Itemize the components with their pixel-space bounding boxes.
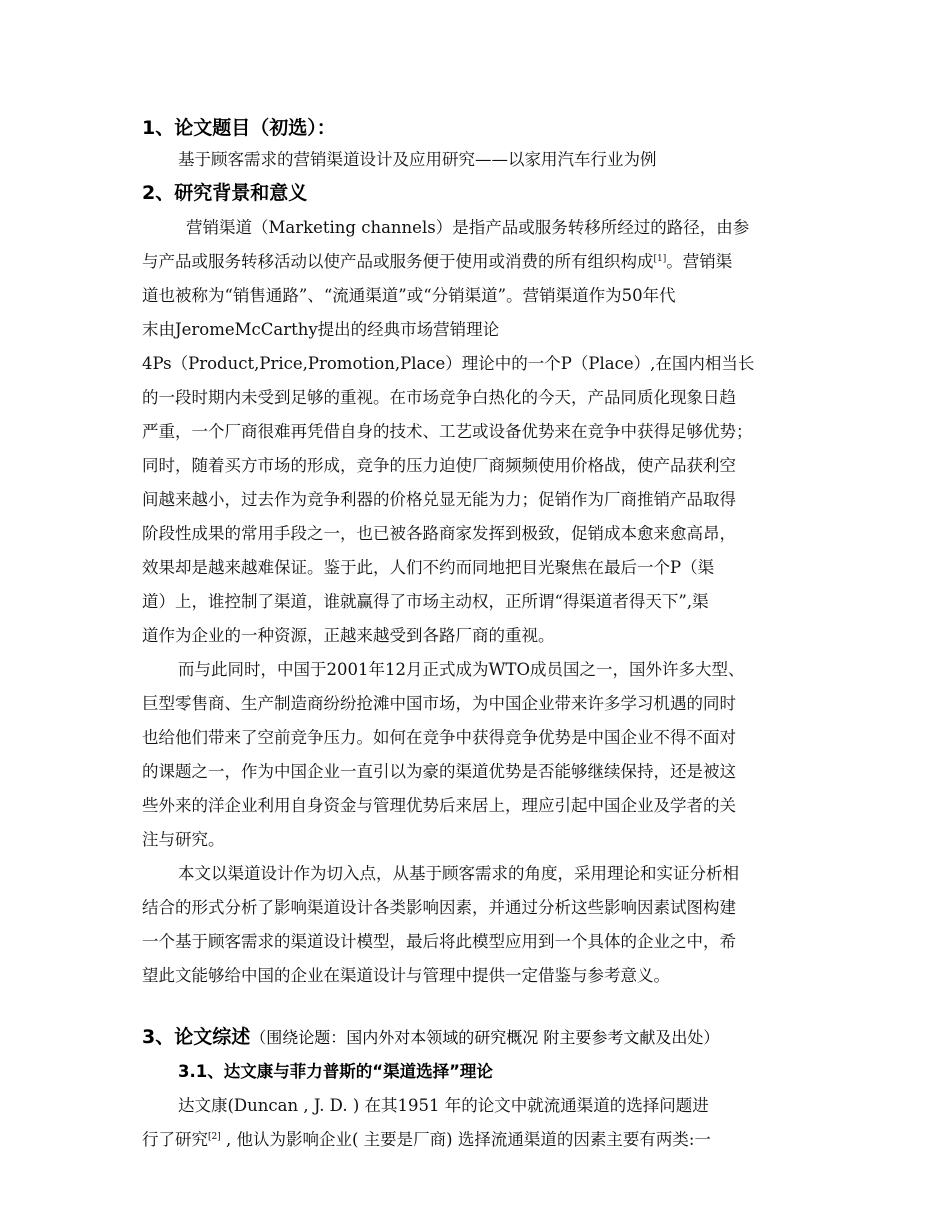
para2-line: 巨型零售商、生产制造商纷纷抢滩中国市场，为中国企业带来许多学习机遇的同时: [142, 694, 736, 713]
citation-ref: [1]: [653, 254, 667, 264]
para1-line: 的一段时期内未受到足够的重视。在市场竞争白热化的今天，产品同质化现象日趋: [142, 388, 736, 407]
section3-line: [142, 1128, 814, 1152]
para1-line: 间越来越小，过去作为竞争利器的价格兑显无能为力；促销作为厂商推销产品取得: [142, 490, 736, 509]
subsection-3-1-heading: 3.1、达文康与菲力普斯的“渠道选择”理论: [178, 1062, 493, 1081]
para1-line: 严重，一个厂商很难再凭借自身的技术、工艺或设备优势来在竞争中获得足够优势；: [142, 422, 753, 441]
para1-line: 阶段性成果的常用手段之一，也已被各路商家发挥到极致，促销成本愈来愈高昂，: [142, 524, 736, 543]
section-1-heading: 1、论文题目（初选）：: [142, 117, 336, 139]
para1-line: 同时，随着买方市场的形成，竞争的压力迫使厂商频频使用价格战，使产品获利空: [142, 456, 736, 475]
para1-line: 道也被称为“销售通路”、“流通渠道”或“分销渠道”。营销渠道作为50年代: [142, 286, 676, 305]
section-3-heading-note: （围绕论题：国内外对本领域的研究概况 附主要参考文献及出处）: [250, 1028, 720, 1047]
para3-line: 结合的形式分析了影响渠道设计各类影响因素，并通过分析这些影响因素试图构建: [142, 898, 736, 917]
para2-line: 些外来的洋企业利用自身资金与管理优势后来居上，理应引起中国企业及学者的关: [142, 796, 736, 815]
para2-line: 而与此同时，中国于2001年12月正式成为WTO成员国之一，国外许多大型、: [178, 660, 745, 679]
para1-line: 效果却是越来越难保证。鉴于此，人们不约而同地把目光聚焦在最后一个P（渠: [142, 558, 715, 577]
section-3-heading-text: 3、论文综述: [142, 1026, 251, 1048]
para1-line: 末由JeromeMcCarthy提出的经典市场营销理论: [142, 320, 500, 339]
para1-line: [142, 250, 814, 274]
para3-line: 一个基于顾客需求的渠道设计模型，最后将此模型应用到一个具体的企业之中，希: [142, 932, 736, 951]
section-2-heading: 2、研究背景和意义: [142, 182, 308, 204]
thesis-title-line: 基于顾客需求的营销渠道设计及应用研究——以家用汽车行业为例: [178, 150, 657, 169]
para2-line: 的课题之一，作为中国企业一直引以为豪的渠道优势是否能够继续保持，还是被这: [142, 762, 736, 781]
para1-line-text: 与产品或服务转移活动以使产品或服务便于使用或消费的所有组织构成: [142, 252, 654, 271]
section3-line: 达文康(Duncan , J. D. ) 在其1951 年的论文中就流通渠道的选择问题进: [178, 1096, 709, 1115]
section-3-heading: [142, 1024, 719, 1051]
para2-line: 注与研究。: [142, 830, 225, 849]
para1-line: 营销渠道（Marketing channels）是指产品或服务转移所经过的路径，由参: [186, 218, 750, 237]
para1-line: 道）上，谁控制了渠道，谁就赢得了市场主动权，正所谓“得渠道者得天下”,渠: [142, 592, 709, 611]
citation-ref: [2]: [208, 1132, 221, 1142]
para2-line: 也给他们带来了空前竞争压力。如何在竞争中获得竞争优势是中国企业不得不面对: [142, 728, 736, 747]
para3-line: 望此文能够给中国的企业在渠道设计与管理中提供一定借鉴与参考意义。: [142, 966, 670, 985]
section3-line-tail: , 他认为影响企业( 主要是厂商) 选择流通渠道的因素主要有两类:一: [220, 1130, 711, 1149]
para1-line: 道作为企业的一种资源，正越来越受到各路厂商的重视。: [142, 626, 555, 645]
para3-line: 本文以渠道设计作为切入点，从基于顾客需求的角度，采用理论和实证分析相: [178, 864, 739, 883]
para1-line-tail: 。营销渠: [666, 252, 733, 271]
section3-line-text: 行了研究: [142, 1130, 208, 1149]
para1-line: 4Ps（Product,Price,Promotion,Place）理论中的一个P（Place）,在国内相当长: [142, 354, 755, 373]
